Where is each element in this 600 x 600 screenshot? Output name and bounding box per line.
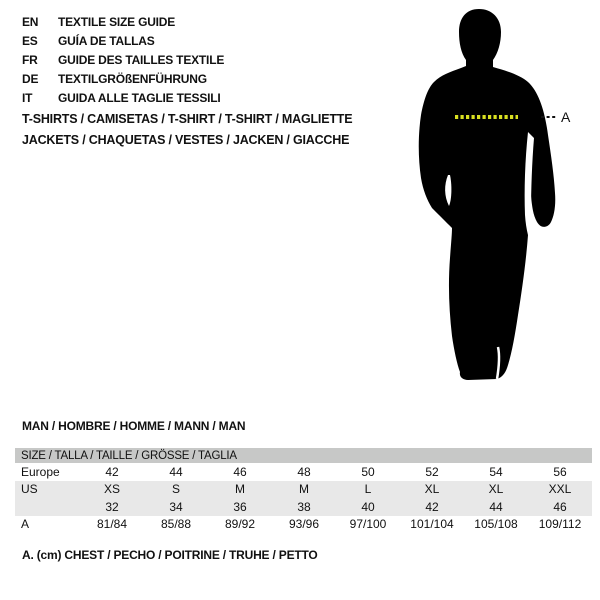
language-code: EN [22,15,39,29]
size-value: 105/108 [474,517,518,532]
size-value: 34 [169,499,183,514]
size-value: XL [424,482,440,497]
row-label: A [21,517,30,532]
size-value: 89/92 [224,517,256,532]
size-value: 44 [169,464,183,479]
language-row [22,70,224,89]
category-lines [22,109,352,151]
row-label: Europe [21,464,60,479]
size-table [15,448,592,533]
section-title: MAN / HOMBRE / HOMME / MANN / MAN [22,419,246,433]
size-value: 46 [233,464,247,479]
language-code: FR [22,53,38,67]
size-value: 46 [553,499,567,514]
category-line-jackets: JACKETS / CHAQUETAS / VESTES / JACKEN / GIACCHE [22,133,350,147]
language-code: ES [22,34,38,48]
man-silhouette-figure [405,0,600,400]
size-value: 101/104 [410,517,454,532]
table-row-us [15,481,592,499]
size-value: 81/84 [96,517,128,532]
language-title-list [22,13,224,108]
size-value: 44 [489,499,503,514]
language-title: TEXTILGRÖßENFÜHRUNG [58,72,207,86]
size-value: 56 [553,464,567,479]
size-value: XS [103,482,120,497]
language-title: GUÍA DE TALLAS [58,34,155,48]
language-row [22,51,224,70]
size-value: 42 [425,499,439,514]
table-row-europe [15,463,592,481]
size-value: 52 [425,464,439,479]
size-value: XL [488,482,504,497]
size-value: 48 [297,464,311,479]
man-silhouette [419,9,556,380]
size-value: 38 [297,499,311,514]
size-value: 32 [105,499,119,514]
language-code: IT [22,91,33,105]
measurement-footnote: A. (cm) CHEST / PECHO / POITRINE / TRUHE / PETTO [22,548,318,562]
size-value: M [235,482,245,497]
language-title: GUIDA ALLE TAGLIE TESSILI [58,91,221,105]
language-title: TEXTILE SIZE GUIDE [58,15,176,29]
size-value: 40 [361,499,375,514]
row-label: US [21,482,38,497]
size-value: 50 [361,464,375,479]
size-value: 36 [233,499,247,514]
table-row-us-numeric [15,498,592,516]
table-row-chest-a [15,516,592,534]
size-value: 97/100 [349,517,387,532]
language-row [22,32,224,51]
size-value: 54 [489,464,503,479]
size-value: 93/96 [288,517,320,532]
language-title: GUIDE DES TAILLES TEXTILE [58,53,225,67]
size-value: 85/88 [160,517,192,532]
size-table-header: SIZE / TALLA / TAILLE / GRÖSSE / TAGLIA [15,448,592,463]
size-value: 42 [105,464,119,479]
language-row [22,89,224,108]
language-code: DE [22,72,39,86]
size-value: 109/112 [538,517,582,532]
measure-label-a: A [561,109,571,125]
language-row [22,13,224,32]
category-line-tshirts: T-SHIRTS / CAMISETAS / T-SHIRT / T-SHIRT / MAGLIETTE [22,112,353,126]
size-value: L [364,482,372,497]
size-value: S [171,482,180,497]
size-value: XXL [548,482,572,497]
size-value: M [299,482,309,497]
